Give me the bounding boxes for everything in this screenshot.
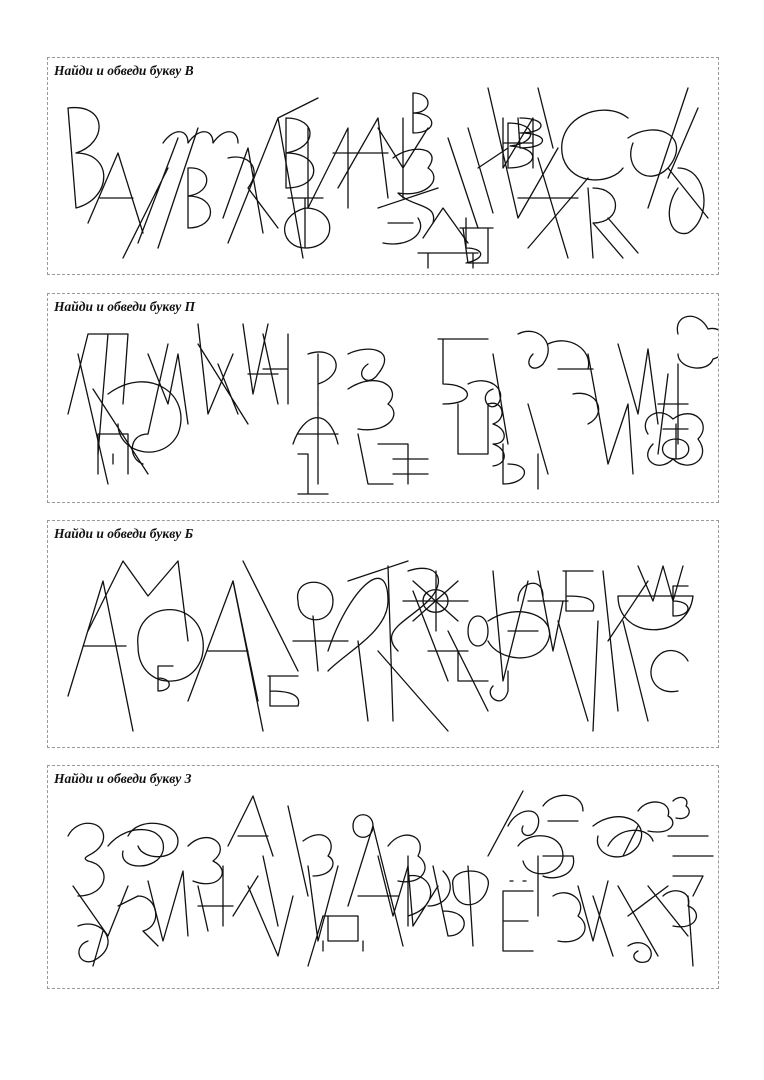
panel-title: Найди и обведи букву З bbox=[54, 771, 192, 786]
panel-title: Найди и обведи букву Б bbox=[54, 526, 194, 541]
panel-title: Найди и обведи букву П bbox=[54, 299, 196, 314]
panel-find-letter-p bbox=[47, 293, 719, 503]
panel-find-letter-b bbox=[47, 520, 719, 748]
letter-tangle-drawing[interactable] bbox=[48, 294, 718, 502]
panel-title: Найди и обведи букву В bbox=[54, 63, 194, 78]
letter-tangle-drawing[interactable] bbox=[48, 766, 718, 988]
letter-tangle-drawing[interactable] bbox=[48, 521, 718, 747]
letter-tangle-drawing[interactable] bbox=[48, 58, 718, 274]
panel-find-letter-z bbox=[47, 765, 719, 989]
panel-find-letter-v bbox=[47, 57, 719, 275]
